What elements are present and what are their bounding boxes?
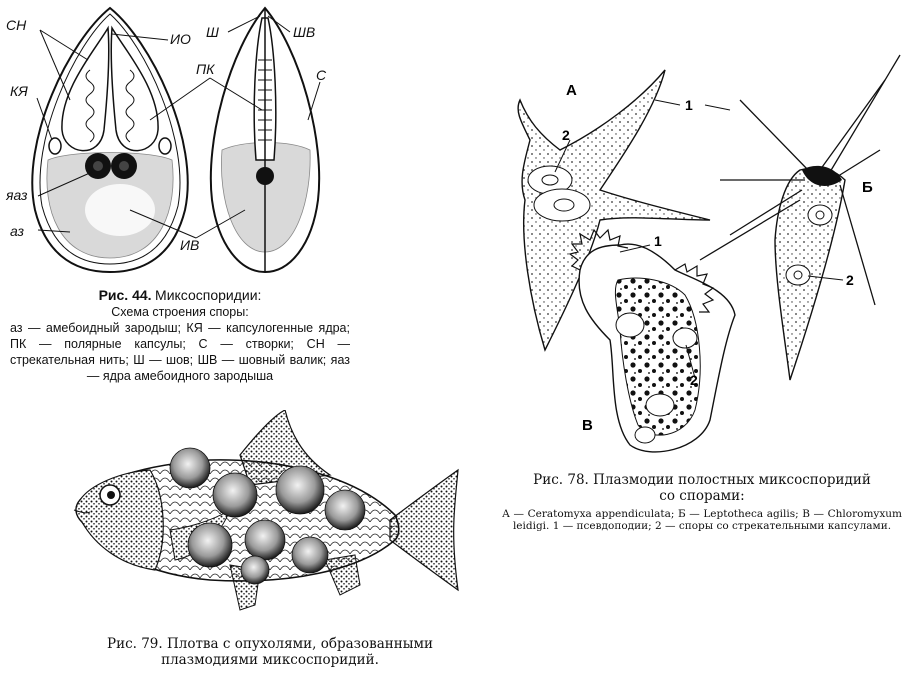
label-sn: СН xyxy=(6,17,27,33)
label-io: ИО xyxy=(170,31,191,47)
label-v: В xyxy=(582,417,593,434)
label-yaaz: яаз xyxy=(6,187,28,203)
label-a: А xyxy=(566,82,577,99)
label-az: аз xyxy=(10,223,24,239)
fig78-caption-line1: Рис. 78. Плазмодии полостных миксоспоридий xyxy=(533,472,871,488)
label-iv: ИВ xyxy=(180,237,200,253)
fig44-diagram xyxy=(0,0,360,285)
fig79-fish-illustration xyxy=(60,410,470,630)
fig44-title: Миксоспоридии: xyxy=(155,287,262,303)
label-two-a: 2 xyxy=(562,127,570,143)
fig79-caption-line2: плазмодиями миксоспоридий. xyxy=(161,652,379,668)
fig44-caption xyxy=(10,287,350,384)
label-kya: КЯ xyxy=(10,83,28,99)
label-sh: Ш xyxy=(206,24,219,40)
fig78-caption-line2: со спорами: xyxy=(659,488,745,504)
fig79-caption xyxy=(60,636,480,668)
label-one-a: 1 xyxy=(685,97,693,113)
label-pk: ПК xyxy=(196,61,215,77)
label-two-b: 2 xyxy=(846,272,854,288)
label-s: С xyxy=(316,67,327,83)
fig44-subtitle: Схема строения споры: xyxy=(111,305,249,319)
fig78-caption xyxy=(502,472,902,532)
fig79-caption-line1: Рис. 79. Плотва с опухолями, образованными xyxy=(106,636,434,652)
plasmodium-v xyxy=(570,230,735,452)
label-b: Б xyxy=(862,179,873,196)
fig44-number: Рис. 44. xyxy=(98,287,152,303)
label-shv: ШВ xyxy=(293,24,316,40)
label-two-v: 2 xyxy=(690,372,698,388)
fig78-legend: А — Ceratomyxa appendiculata; Б — Leptotheca agilis; В — Chloromyxum leidigi. 1 — псевдоподии; 2 — споры со стрекательными капсулами. xyxy=(502,508,902,532)
fig78-diagram xyxy=(490,40,905,460)
fig44-body: аз — амебоидный зародыш; КЯ — капсулогенные ядра; ПК — полярные капсулы; С — створки; СН — стрекательная нить; Ш — шов; ШВ — шовный валик; яаз — ядра амебоидного зародыша xyxy=(10,321,350,383)
spore-front-view xyxy=(32,8,187,272)
spore-side-view xyxy=(211,8,319,272)
label-one-b: 1 xyxy=(654,233,662,249)
